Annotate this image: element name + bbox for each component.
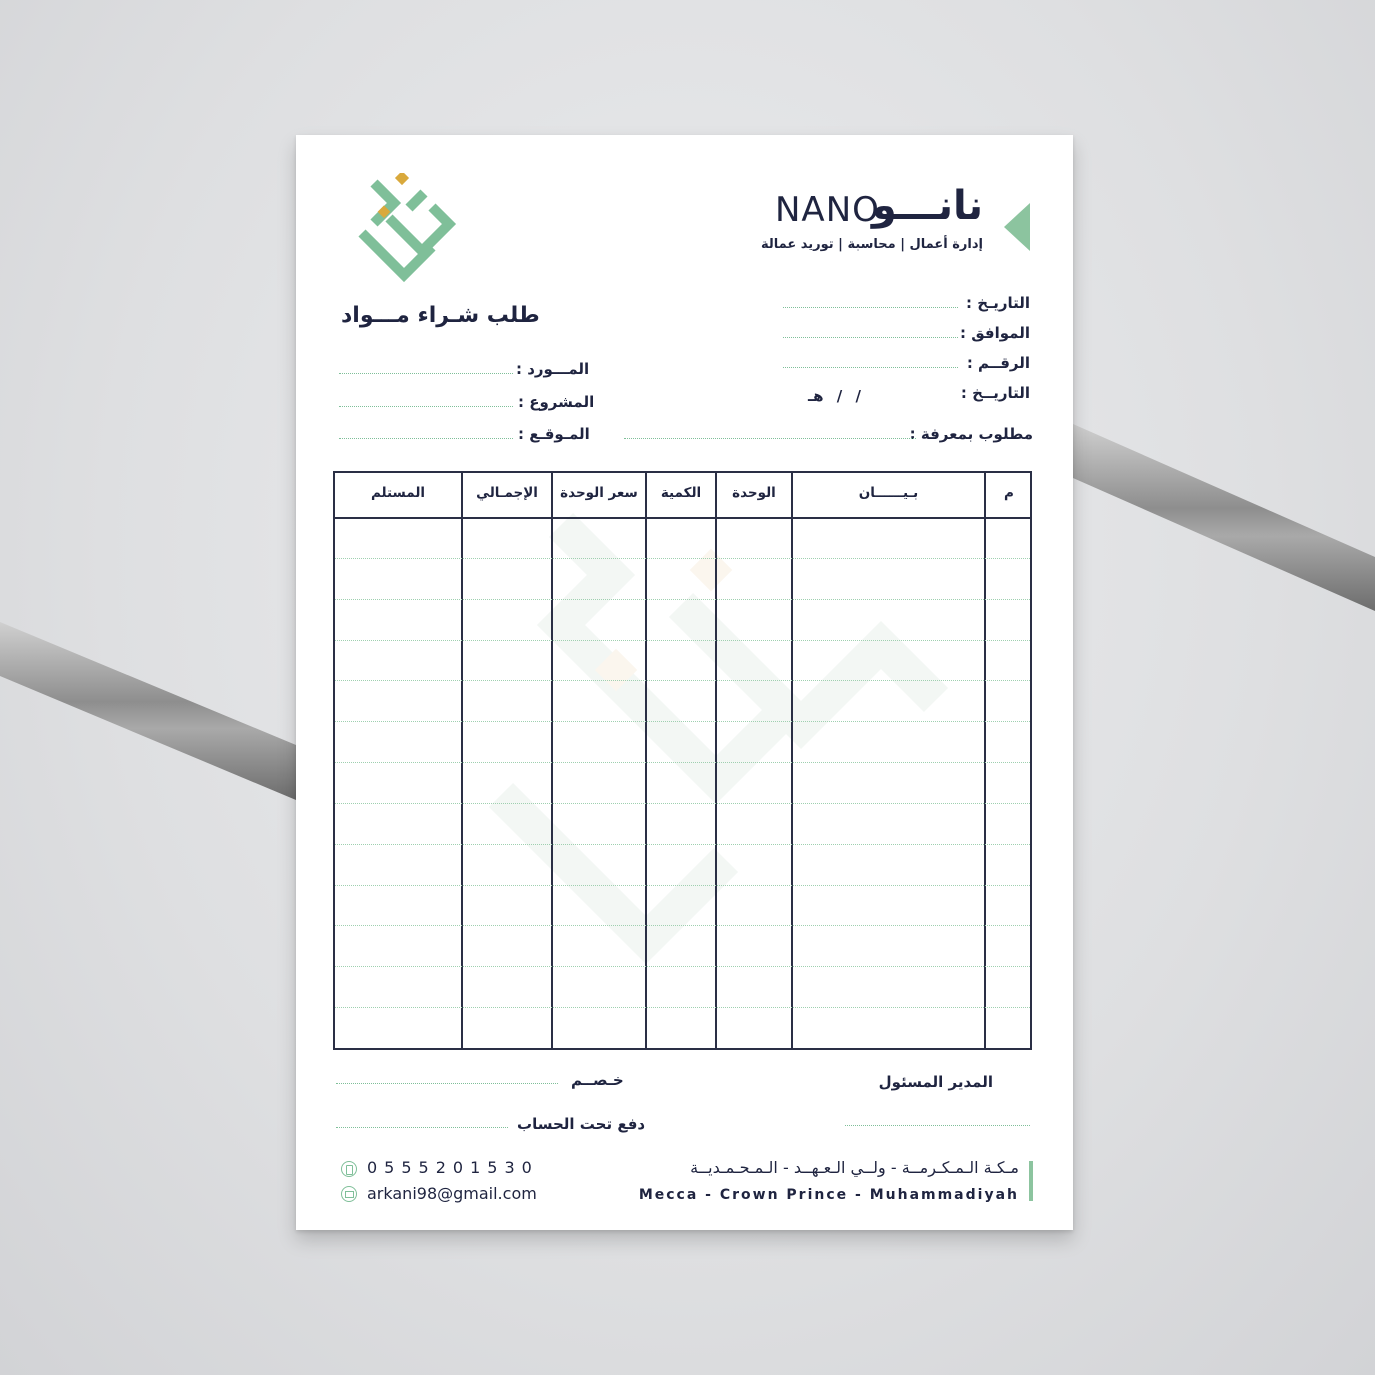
column-divider [551, 473, 553, 1048]
column-header-description: بـيــــــان [858, 485, 919, 501]
footer-email[interactable]: arkani98@gmail.com [367, 1184, 537, 1203]
rod-left [0, 622, 296, 800]
discount-field[interactable] [336, 1083, 558, 1084]
email-icon [341, 1186, 357, 1202]
footer-accent-bar [1029, 1161, 1033, 1201]
items-table [333, 471, 1032, 1050]
column-divider [645, 473, 647, 1048]
column-header-total: الإجمـالي [476, 485, 538, 501]
phone-icon [341, 1161, 357, 1177]
location-label: المـوقـع : [518, 425, 590, 443]
discount-label: خـصــم [571, 1071, 624, 1089]
date-field[interactable] [783, 307, 958, 308]
footer-address-arabic: مـكـة الـمـكـرمــة - ولــي الـعـهــد - الـمـحـمـديــة [690, 1158, 1019, 1177]
date-label: التاريـخ : [966, 294, 1030, 312]
corresponding-date-label: الموافق : [960, 324, 1030, 342]
column-divider [461, 473, 463, 1048]
table-row-separator [335, 885, 1030, 886]
column-header-serial: م [1004, 485, 1014, 501]
column-divider [984, 473, 986, 1048]
brand-triangle-icon [1002, 203, 1030, 251]
attention-label: مطلوب بمعرفة : [909, 425, 1033, 443]
table-row-separator [335, 599, 1030, 600]
table-row-separator [335, 803, 1030, 804]
column-header-unit-price: سعر الوحدة [560, 485, 638, 501]
table-row-separator [335, 721, 1030, 722]
rod-right [1073, 424, 1375, 611]
nano-calligraphy-logo-icon [354, 173, 464, 283]
location-field[interactable] [339, 438, 513, 439]
manager-label: المدير المسئول [878, 1073, 993, 1091]
table-row-separator [335, 558, 1030, 559]
number-field[interactable] [783, 367, 958, 368]
credit-payment-field[interactable] [336, 1127, 508, 1128]
project-field[interactable] [339, 406, 513, 407]
footer-phone[interactable]: 0555201530 [367, 1158, 539, 1177]
brand-name-english: NANO [775, 190, 880, 230]
supplier-label: المـــورد : [516, 360, 590, 378]
credit-payment-label: دفع تحت الحساب [517, 1115, 646, 1133]
column-divider [715, 473, 717, 1048]
hijri-date-label: التاريــخ : [960, 384, 1030, 402]
attention-field[interactable] [624, 438, 916, 439]
supplier-field[interactable] [339, 373, 513, 374]
corresponding-date-field[interactable] [783, 337, 958, 338]
manager-signature-field[interactable] [845, 1125, 1030, 1126]
table-row-separator [335, 925, 1030, 926]
column-header-quantity: الكمية [660, 485, 702, 501]
number-label: الرقــم : [966, 354, 1030, 372]
table-row-separator [335, 762, 1030, 763]
project-label: المشروع : [518, 393, 595, 411]
hijri-date-field[interactable]: / / هـ [808, 387, 861, 405]
table-row-separator [335, 966, 1030, 967]
brand-name-arabic: نانـــو [871, 183, 983, 229]
table-row-separator [335, 844, 1030, 845]
footer-address-english: Mecca - Crown Prince - Muhammadiyah [638, 1187, 1019, 1203]
document-title: طلب شـراء مـــواد [341, 303, 540, 328]
table-row-separator [335, 680, 1030, 681]
table-header-divider [335, 517, 1030, 519]
column-divider [791, 473, 793, 1048]
column-header-receiver: المستلم [370, 485, 426, 501]
brand-tagline: إدارة أعمال | محاسبة | توريد عمالة [760, 237, 983, 252]
table-row-separator [335, 1007, 1030, 1008]
column-header-unit: الوحدة [732, 485, 776, 501]
table-row-separator [335, 640, 1030, 641]
purchase-request-form [296, 135, 1073, 1230]
